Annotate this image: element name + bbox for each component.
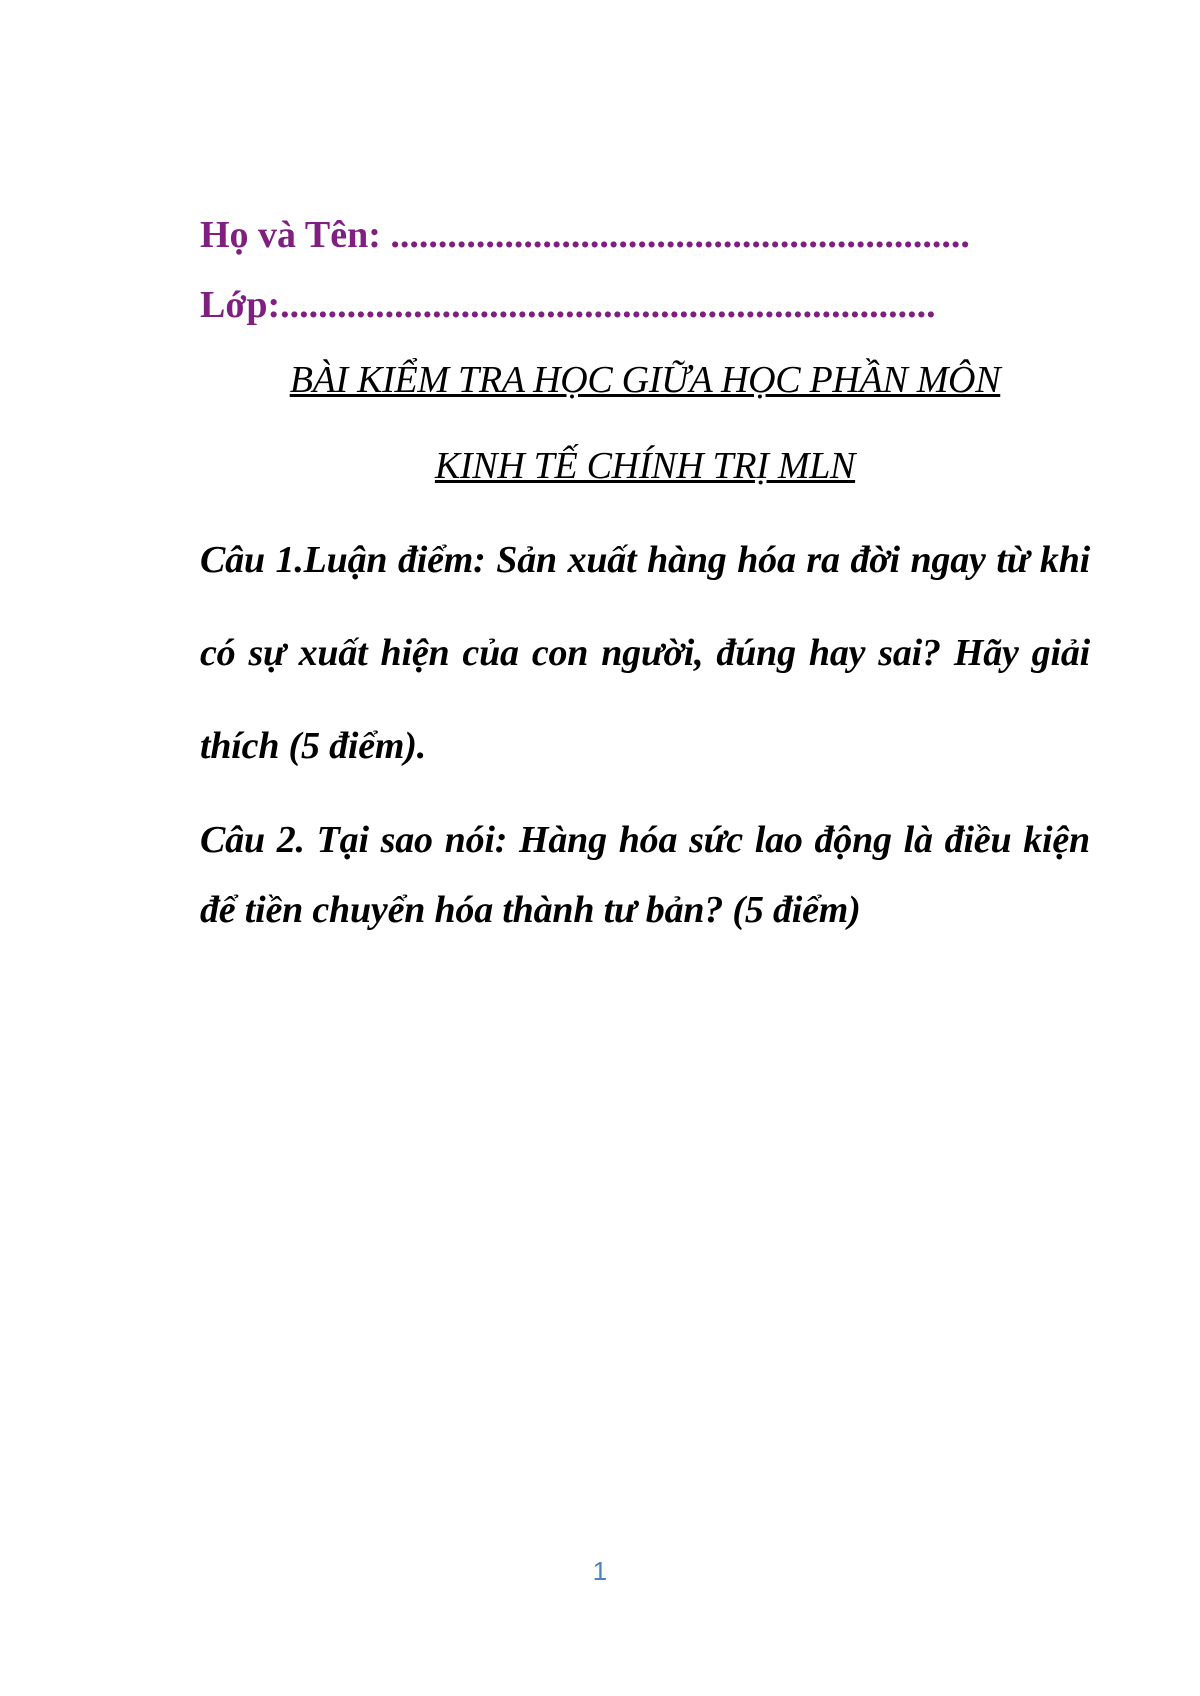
question-2: Câu 2. Tại sao nói: Hàng hóa sức lao động là điều kiện để tiền chuyển hóa thành tư bản? (5 điểm) xyxy=(200,819,1090,931)
page-number: 1 xyxy=(592,1556,608,1586)
name-field: Họ và Tên: ............................................................. xyxy=(200,214,970,256)
page-content xyxy=(200,200,1090,945)
exam-title-line-2: KINH TẾ CHÍNH TRỊ MLN xyxy=(434,445,856,487)
question-1: Câu 1.Luận điểm: Sản xuất hàng hóa ra đời ngay từ khi có sự xuất hiện của con người, đúng hay sai? Hãy giải thích (5 điểm). xyxy=(200,539,1090,767)
class-field: Lớp:..................................................................... xyxy=(200,284,936,326)
exam-title-line-1: BÀI KIỂM TRA HỌC GIỮA HỌC PHẦN MÔN xyxy=(289,359,1001,401)
